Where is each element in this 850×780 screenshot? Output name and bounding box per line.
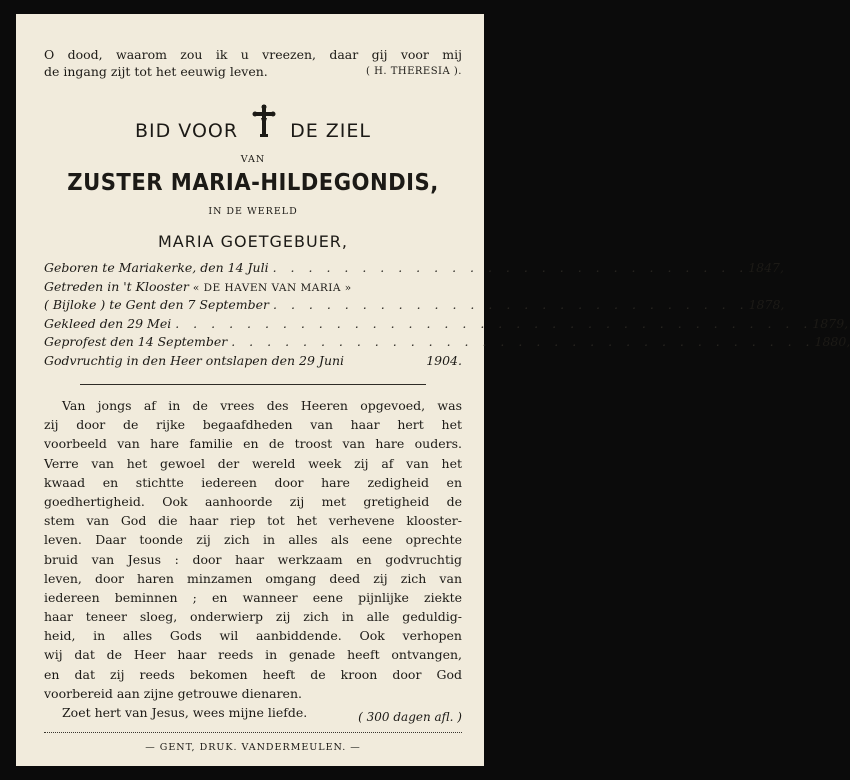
cross-icon	[252, 104, 276, 138]
quote-line-2	[44, 63, 462, 80]
in-de-wereld-label: IN DE WERELD	[208, 206, 298, 217]
fact-text: Geboren te Mariakerke, den 14 Juli	[44, 260, 269, 275]
fact-leader: . . . . . . . . . . . . . . . . . . . . . . . . . . . . . . . . . . . .	[175, 315, 813, 331]
fact-entered	[44, 279, 462, 298]
fact-professed	[44, 334, 850, 353]
fact-leader: . . . . . . . . . . . . . . . . . . . . . . . . . . .	[272, 260, 749, 275]
convent-name: « DE HAVEN VAN MARIA »	[192, 281, 352, 294]
biography-line: haar teneer sloeg, onderwierp zij zich in alle geduldig-	[44, 609, 462, 625]
life-facts	[44, 260, 850, 371]
fact-year: 1879,	[812, 315, 849, 331]
fact-leader: . . . . . . . . . . . . . . . . . . . . . . . . . . .	[273, 297, 749, 312]
van-label: VAN	[240, 154, 266, 165]
fact-year: 1904.	[426, 352, 462, 368]
memorial-card	[16, 14, 850, 766]
religious-name: ZUSTER MARIA-HILDEGONDIS,	[67, 170, 439, 196]
fact-text: Gekleed den 29 Mei	[44, 315, 172, 331]
biography-line: leven, door haren minzamen omgang deed zij zich van	[44, 570, 462, 586]
bid-right: DE ZIEL	[290, 120, 371, 142]
biography-line: iedereen beminnen ; en wanneer eene pijnlijke ziekte	[44, 589, 462, 605]
biography-line: en dat zij reeds bekomen heeft de kroon door God	[44, 666, 462, 682]
fact-year: 1878,	[748, 297, 785, 312]
biography-line: leven. Daar toonde zij zich in alles als eene oprechte	[44, 532, 462, 548]
fact-died	[44, 353, 462, 372]
fact-entered-date	[44, 297, 785, 316]
biography-line: Van jongs af in de vrees des Heeren opgevoed, was	[62, 398, 462, 413]
biography-line: wij dat de Heer haar reeds in genade heeft ontvangen,	[44, 647, 462, 663]
fact-text	[44, 279, 352, 294]
bid-voor-de-ziel	[44, 108, 462, 142]
biography-line: goedhertigheid. Ook aanhoorde zij met gretigheid de	[44, 493, 462, 509]
bid-left: BID VOOR	[135, 120, 239, 142]
divider-rule	[80, 384, 426, 385]
closing-prayer: Zoet hert van Jesus, wees mijne liefde.	[62, 705, 308, 720]
biography-line: zij door de rijke begaafdheden van haar hert het	[44, 417, 462, 433]
fact-text: Godvruchtig in den Heer ontslapen den 29 Juni	[44, 352, 345, 368]
biography-line: Verre van het gewoel der wereld week zij af van het	[44, 455, 462, 471]
fact-year: 1847,	[748, 260, 784, 275]
biography-line: bruid van Jesus : door haar werkzaam en godvruchtig	[44, 551, 462, 567]
card-content	[44, 14, 850, 766]
quote-line-1: O dood, waarom zou ik u vreezen, daar gij voor mij	[44, 47, 462, 62]
quote-source: ( H. THERESIA ).	[366, 66, 462, 77]
fact-leader: . . . . . . . . . . . . . . . . . . . . . . . . . . . . . . . . .	[231, 334, 815, 349]
biography-line: voorbereid aan zijne getrouwe dienaren.	[44, 685, 302, 701]
biography-line: stem van God die haar riep tot het verhevene klooster-	[44, 513, 462, 529]
fact-text: Geprofest den 14 September	[44, 334, 228, 349]
fact-born	[44, 260, 784, 279]
secular-name: MARIA GOETGEBUER,	[158, 232, 348, 251]
biography	[44, 396, 462, 722]
fact-clothed	[44, 315, 849, 335]
fact-text: ( Bijloke ) te Gent den 7 September	[44, 297, 270, 312]
quote-line-2-text: de ingang zijt tot het eeuwig leven.	[44, 64, 268, 79]
printer-imprint: — GENT, DRUK. VANDERMEULEN. —	[145, 742, 361, 753]
fact-year: 1880,	[814, 334, 850, 349]
biography-line: kwaad en stichtte iedereen door hare zedigheid en	[44, 474, 462, 490]
opening-quote	[44, 46, 462, 80]
dotted-rule	[44, 732, 462, 733]
fact-text-main: Getreden in 't Klooster	[44, 278, 189, 294]
prayer-heading	[44, 108, 462, 142]
biography-line: heid, in alles Gods wil aanbiddende. Ook verhopen	[44, 628, 462, 644]
indulgence-note: ( 300 dagen afl. )	[358, 710, 462, 724]
biography-line: voorbeeld van hare familie en de troost van hare ouders.	[44, 436, 462, 452]
